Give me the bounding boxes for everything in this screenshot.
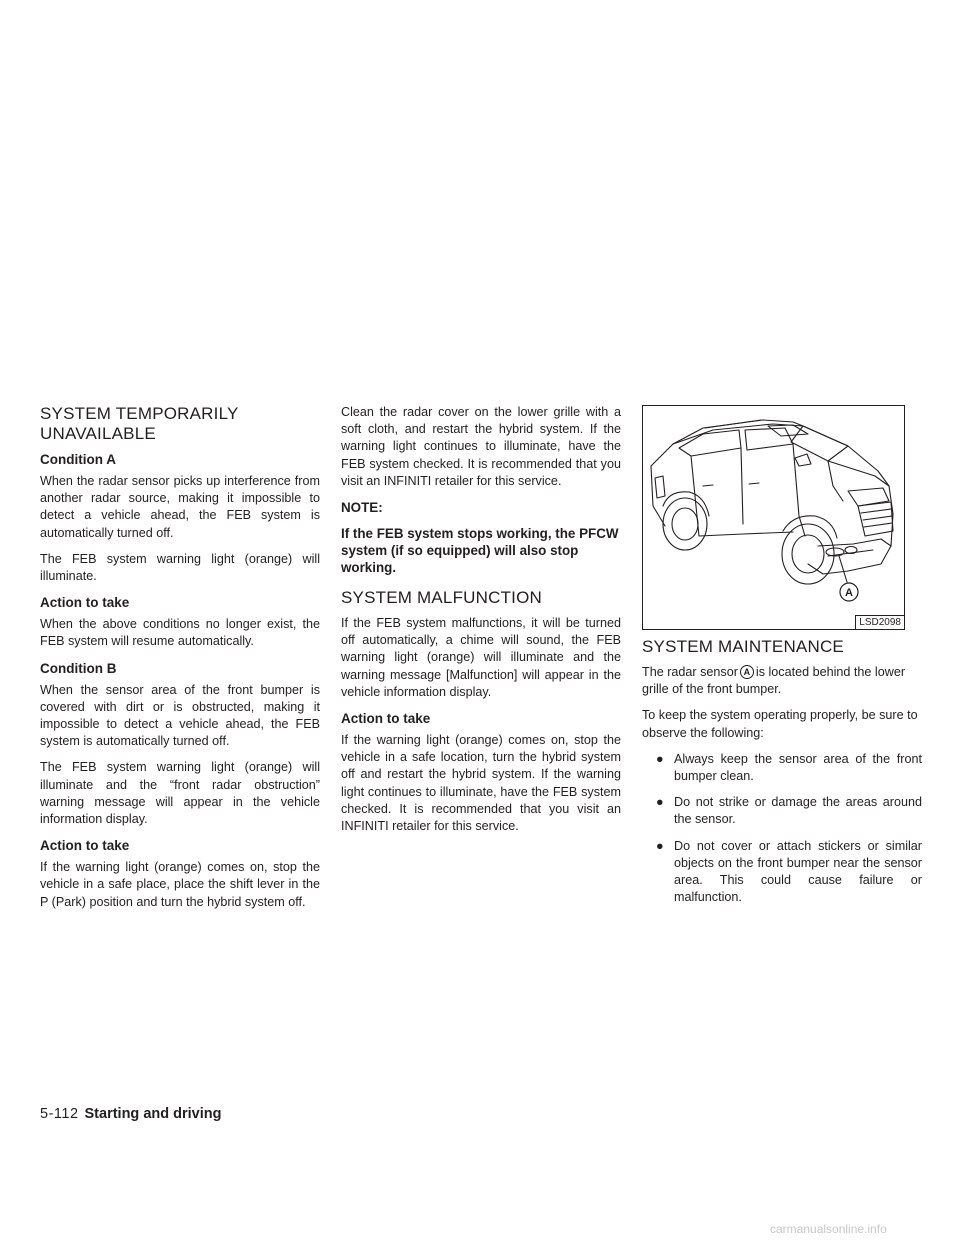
radar-sensor-text-after: is located behind the lower grille of the front bumper. bbox=[642, 665, 906, 697]
callout-a-label: A bbox=[845, 587, 853, 599]
heading-system-temporarily-unavailable: SYSTEM TEMPORARILY UNAVAILABLE bbox=[40, 404, 239, 443]
watermark-text: carmanualsonline.info bbox=[770, 1222, 887, 1236]
action-to-take-paragraph-2: If the warning light (orange) comes on, stop the vehicle in a safe place, place the shift lever in the P (Park) position and turn the hybrid system off. bbox=[40, 860, 320, 909]
list-item: ● Always keep the sensor area of the front bumper clean. bbox=[656, 751, 922, 784]
malfunction-action-paragraph: If the warning light (orange) comes on, stop the vehicle in a safe location, turn the hybrid system off and restart the hybrid system. If the warning light continues to illuminate, have the FEB system checked. It is recommended that you visit an INFINITI retailer for this service. bbox=[341, 733, 621, 834]
condition-b-title: Condition B bbox=[40, 660, 117, 676]
condition-a-paragraph-2: The FEB system warning light (orange) will illuminate. bbox=[40, 551, 320, 584]
marker-a-icon: A bbox=[740, 665, 754, 679]
note-text: If the FEB system stops working, the PFCW system (if so equipped) will also stop working. bbox=[341, 526, 619, 576]
maintenance-bullet-list bbox=[642, 751, 922, 907]
column-right bbox=[642, 637, 922, 915]
condition-b-paragraph-1: When the sensor area of the front bumper is covered with dirt or is obstructed, making it impossible to detect a vehicle ahead, the FEB system is automatically turned off. bbox=[40, 682, 320, 749]
heading-system-maintenance: SYSTEM MAINTENANCE bbox=[642, 637, 844, 656]
page-number: 5-112 bbox=[40, 1106, 79, 1122]
column-middle bbox=[341, 404, 621, 844]
section-title: Starting and driving bbox=[84, 1106, 222, 1122]
figure-code: LSD2098 bbox=[855, 615, 904, 629]
condition-a-paragraph-1: When the radar sensor picks up interference from another radar source, making it impossible to detect a vehicle ahead, the FEB system is automatically turned off. bbox=[40, 474, 320, 540]
note-label: NOTE: bbox=[341, 500, 383, 516]
radar-sensor-text-before: The radar sensor bbox=[642, 665, 738, 679]
bullet-icon: ● bbox=[656, 838, 664, 853]
heading-system-malfunction: SYSTEM MALFUNCTION bbox=[341, 588, 543, 608]
list-item: ● Do not strike or damage the areas around the sensor. bbox=[656, 795, 922, 827]
bullet-icon: ● bbox=[656, 795, 664, 810]
page-footer bbox=[40, 1106, 221, 1122]
action-to-take-title-1: Action to take bbox=[40, 595, 130, 611]
vehicle-illustration bbox=[642, 405, 905, 630]
action-to-take-title-3: Action to take bbox=[341, 711, 431, 727]
list-item: ● Do not cover or attach stickers or similar objects on the front bumper near the sensor area. This could cause failure or malfunction. bbox=[656, 838, 922, 905]
action-to-take-paragraph-1: When the above conditions no longer exist, the FEB system will resume automatically. bbox=[40, 617, 320, 649]
clean-radar-paragraph: Clean the radar cover on the lower grille with a soft cloth, and restart the hybrid system. If the warning light continues to illuminate, have the FEB system checked. It is recommended that you visit an INFINITI retailer for this service. bbox=[341, 405, 621, 488]
maintenance-intro-paragraph: To keep the system operating properly, be sure to observe the following: bbox=[642, 708, 918, 740]
condition-b-paragraph-2: The FEB system warning light (orange) will illuminate and the “front radar obstruction” warning message will appear in the vehicle information display. bbox=[40, 760, 320, 827]
condition-a-title: Condition A bbox=[40, 452, 116, 467]
action-to-take-title-2: Action to take bbox=[40, 838, 130, 854]
suv-radar-sensor-drawing bbox=[643, 406, 904, 629]
column-left bbox=[40, 404, 320, 920]
bullet-icon: ● bbox=[656, 751, 664, 766]
radar-sensor-location-paragraph bbox=[642, 664, 922, 698]
malfunction-paragraph: If the FEB system malfunctions, it will be turned off automatically, a chime will sound, the FEB warning light (orange) will illuminate and the warning message [Malfunction] will appear in the vehicle information display. bbox=[341, 616, 621, 699]
